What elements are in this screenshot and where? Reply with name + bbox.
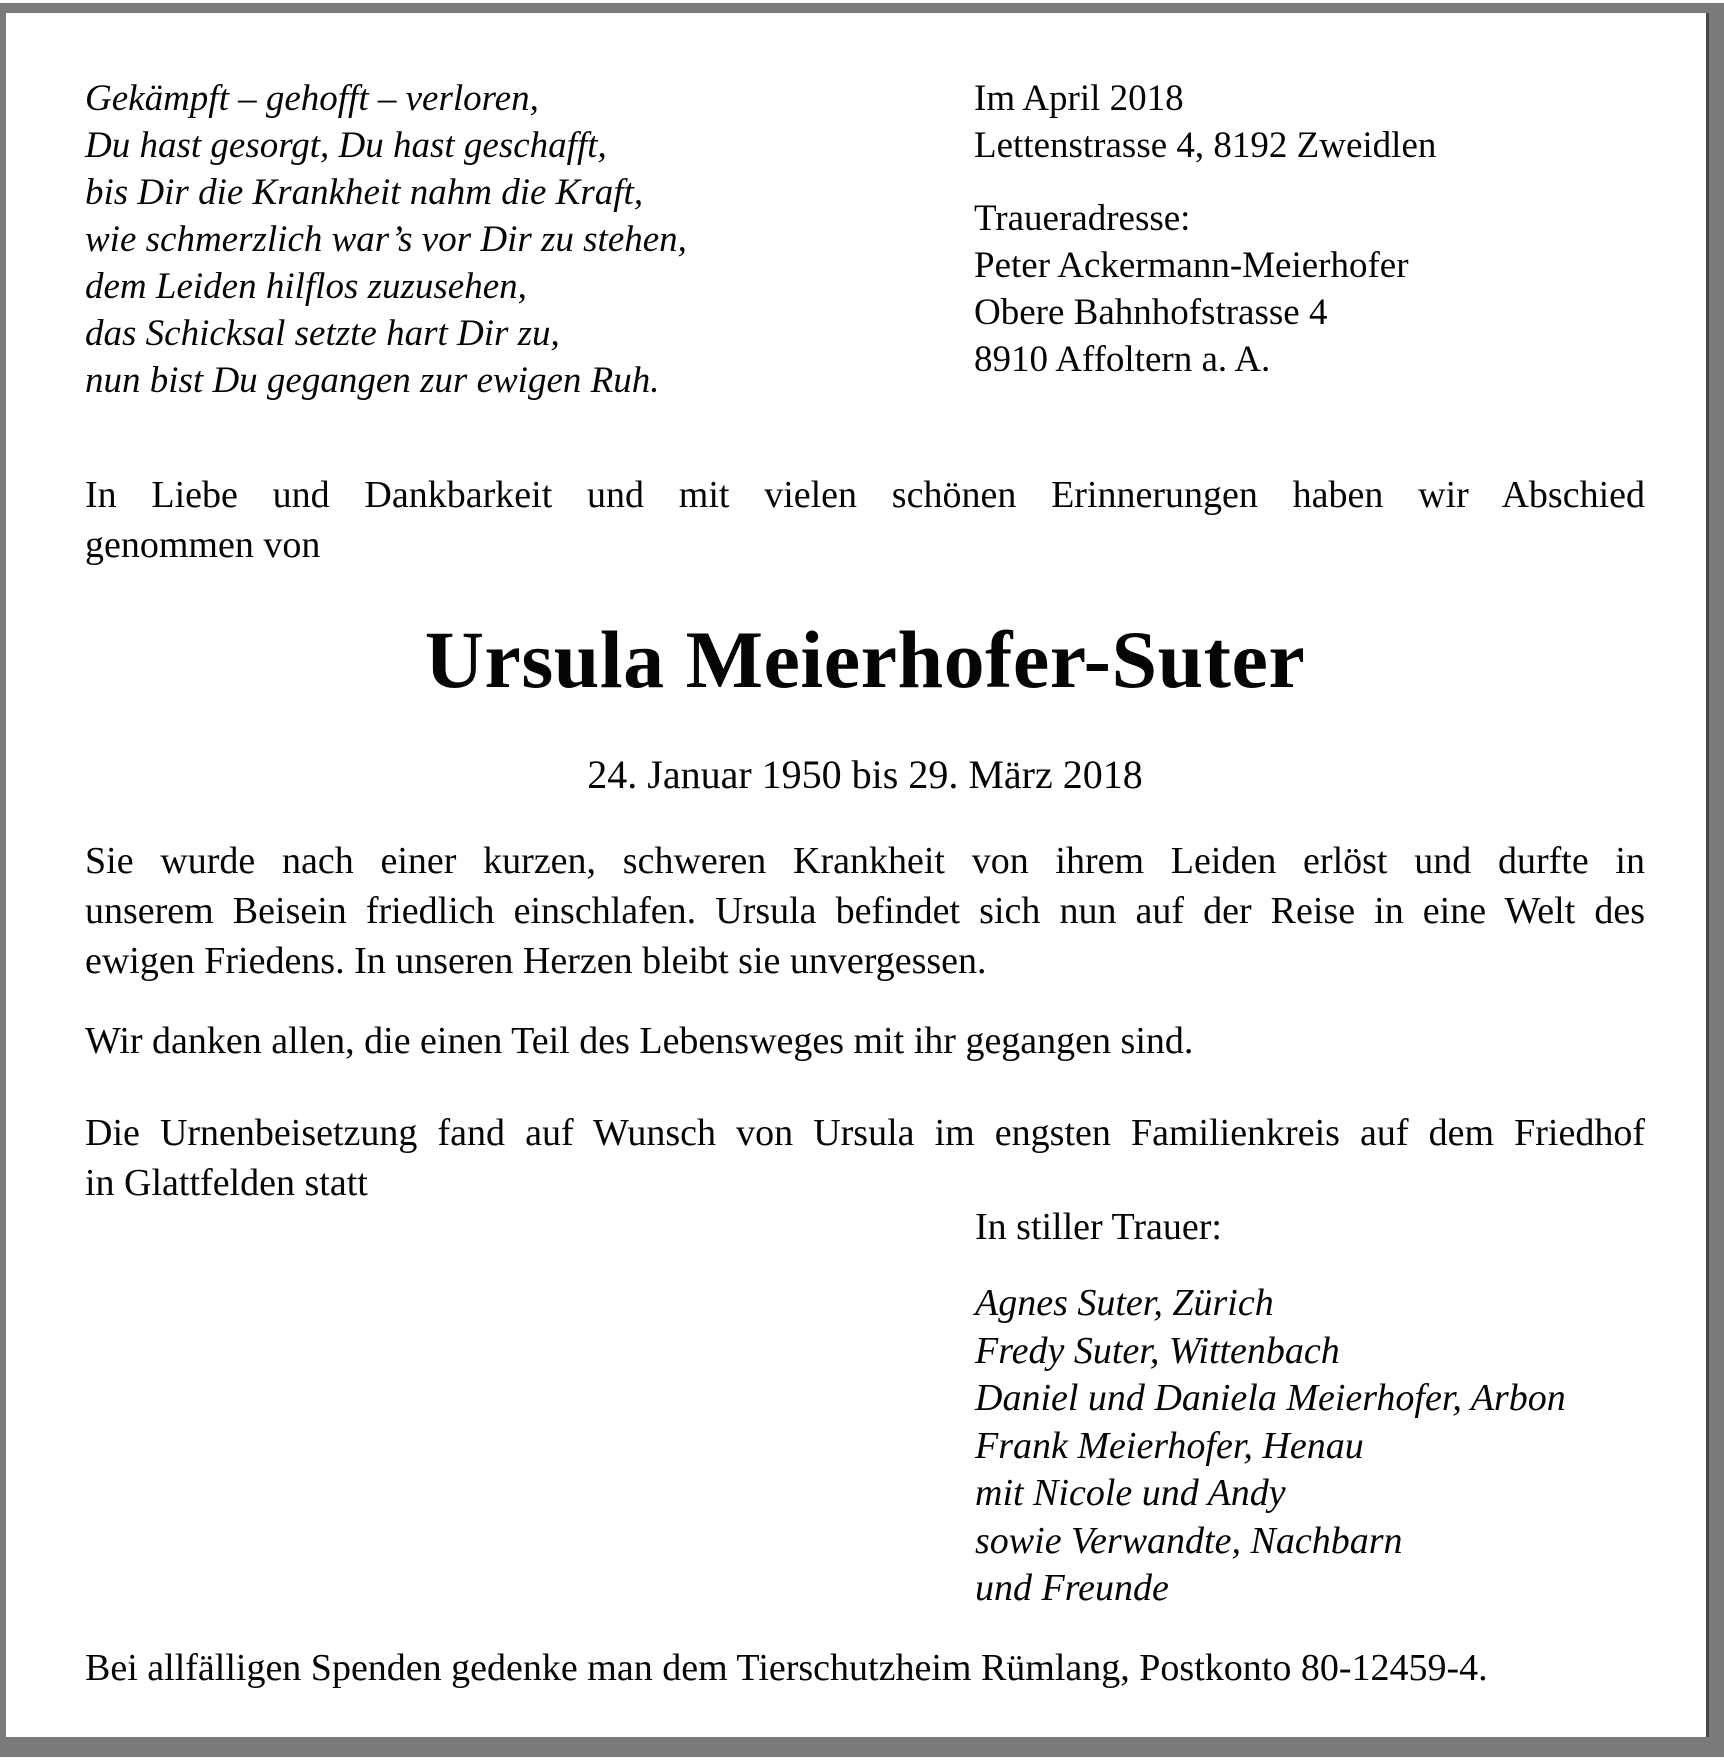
poem-line: wie schmerzlich war’s vor Dir zu stehen,	[85, 219, 687, 260]
mourner-line: sowie Verwandte, Nachbarn	[975, 1519, 1403, 1562]
intro-paragraph	[85, 470, 1645, 570]
mourner-line: Fredy Suter, Wittenbach	[975, 1329, 1340, 1372]
obituary-content	[85, 75, 1645, 1693]
obituary-page	[6, 13, 1709, 1737]
mourner-line: Frank Meierhofer, Henau	[975, 1424, 1364, 1467]
mourners-heading: In stiller Trauer:	[975, 1206, 1222, 1248]
mourning-address-label: Traueradresse:	[974, 198, 1191, 239]
mourning-address-line: Obere Bahnhofstrasse 4	[974, 292, 1328, 333]
header-row	[85, 75, 1645, 404]
address-column	[974, 75, 1645, 383]
memorial-poem	[85, 75, 687, 404]
poem-line: Gekämpft – gehofft – verloren,	[85, 78, 539, 119]
mourning-address-line: Peter Ackermann-Meierhofer	[974, 245, 1409, 286]
deceased-name: Ursula Meierhofer-Suter	[424, 614, 1306, 705]
farewell-paragraph	[85, 836, 1645, 986]
farewell-line: Sie wurde nach einer kurzen, schweren Krankheit von ihrem Leiden erlöst und durfte in	[85, 840, 1645, 882]
farewell-line: unserem Beisein friedlich einschlafen. Ursula befindet sich nun auf der Reise in eine Welt des	[85, 890, 1645, 932]
life-dates: 24. Januar 1950 bis 29. März 2018	[587, 752, 1143, 797]
burial-line: Die Urnenbeisetzung fand auf Wunsch von Ursula im engsten Familienkreis auf dem Friedhof	[85, 1112, 1645, 1154]
intro-line: In Liebe und Dankbarkeit und mit vielen schönen Erinnerungen haben wir Abschied	[85, 474, 1645, 516]
mourning-address-line: 8910 Affoltern a. A.	[974, 339, 1271, 380]
intro-line: genommen von	[85, 524, 321, 566]
mourner-line: Daniel und Daniela Meierhofer, Arbon	[975, 1377, 1566, 1419]
poem-line: das Schicksal setzte hart Dir zu,	[85, 313, 560, 354]
donation-note: Bei allfälligen Spenden gedenke man dem Tierschutzheim Rümlang, Postkonto 80-12459-4.	[85, 1646, 1488, 1689]
thanks-paragraph: Wir danken allen, die einen Teil des Lebensweges mit ihr gegangen sind.	[85, 1020, 1194, 1062]
poem-line: nun bist Du gegangen zur ewigen Ruh.	[85, 360, 660, 401]
poem-line: bis Dir die Krankheit nahm die Kraft,	[85, 172, 644, 213]
mourner-line: Agnes Suter, Zürich	[975, 1282, 1274, 1324]
mourners-list	[975, 1280, 1645, 1613]
mourner-line: und Freunde	[975, 1567, 1169, 1609]
burial-line: in Glattfelden statt	[85, 1162, 368, 1204]
farewell-line: ewigen Friedens. In unseren Herzen bleibt sie unvergessen.	[85, 940, 987, 982]
residence-line: Lettenstrasse 4, 8192 Zweidlen	[974, 125, 1437, 166]
poem-line: Du hast gesorgt, Du hast geschafft,	[85, 125, 607, 166]
date-line: Im April 2018	[974, 78, 1184, 119]
burial-paragraph	[85, 1108, 1645, 1208]
mourner-line: mit Nicole und Andy	[975, 1472, 1286, 1514]
poem-line: dem Leiden hilflos zuzusehen,	[85, 266, 527, 307]
